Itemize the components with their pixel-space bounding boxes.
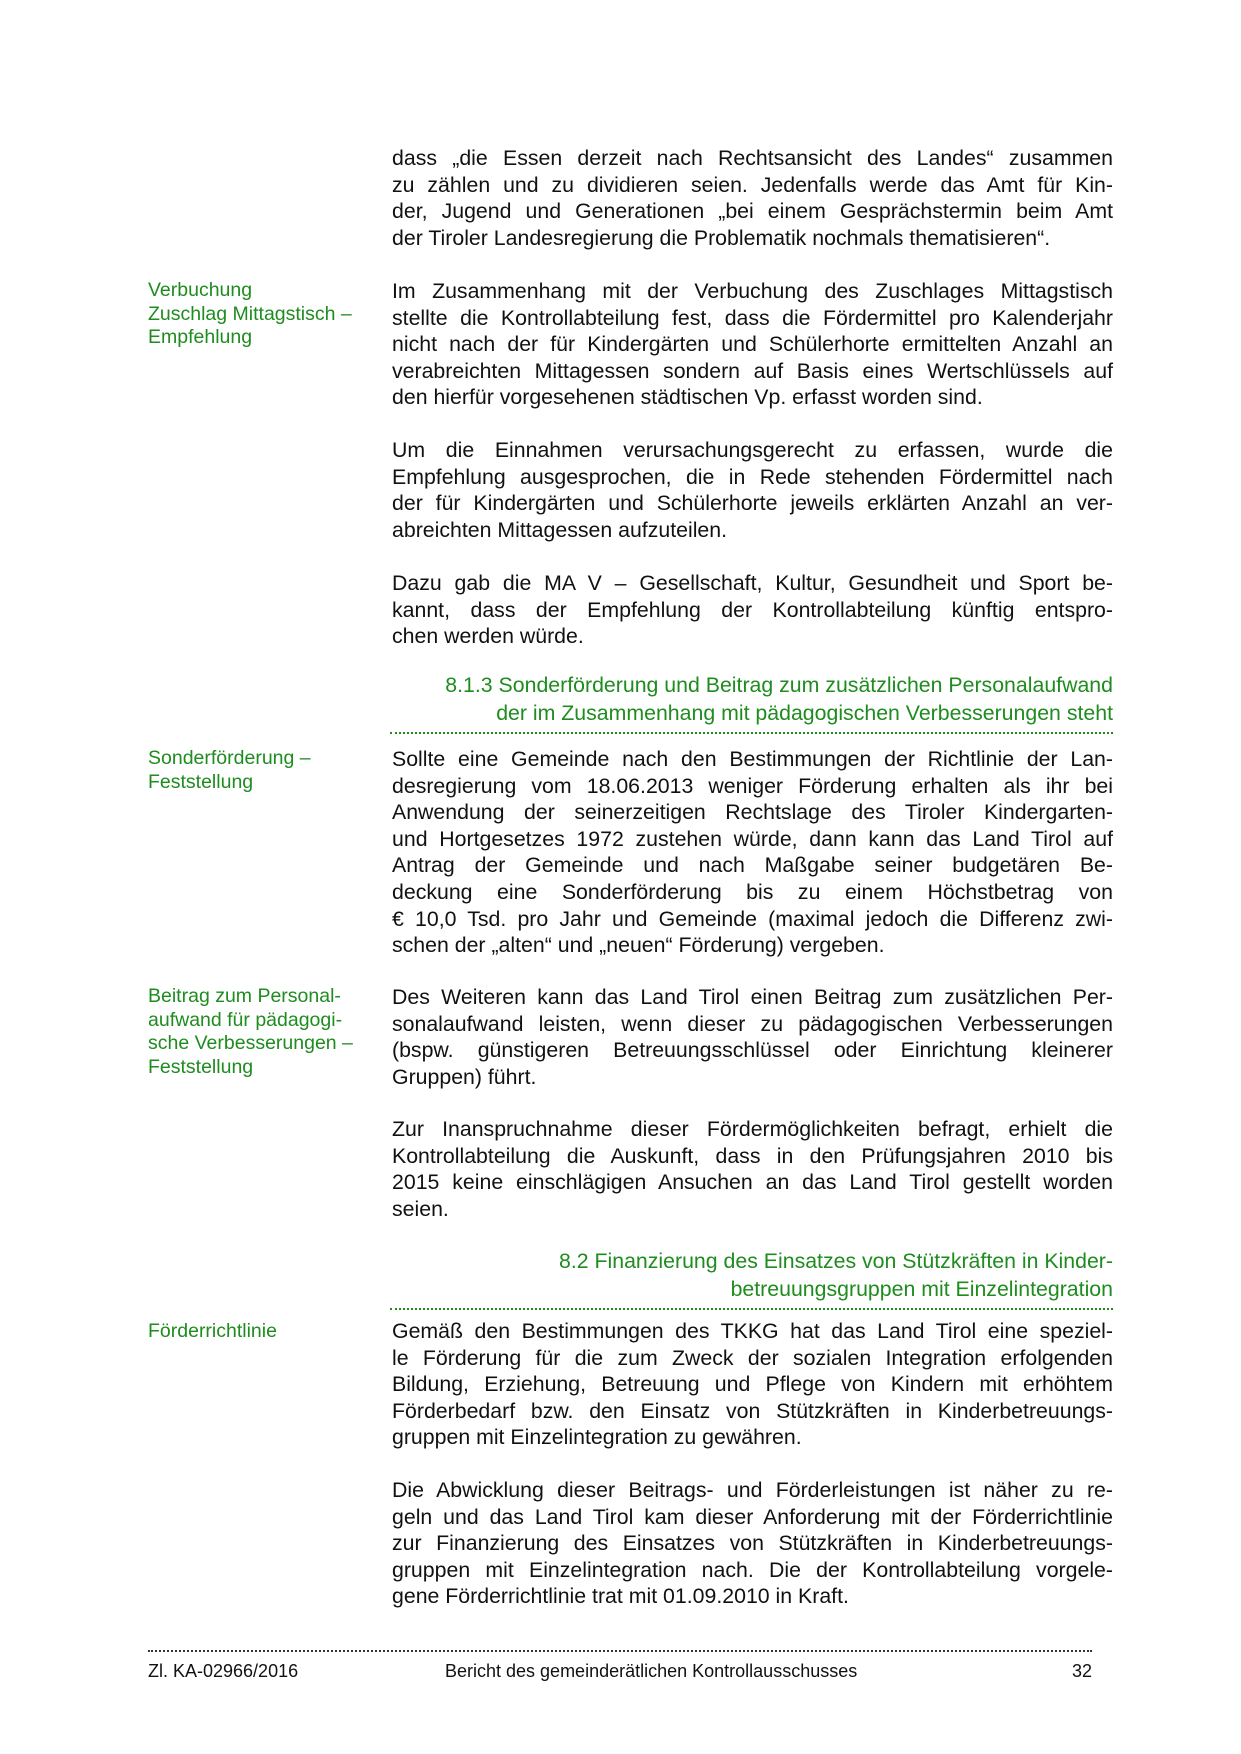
text-line: Zur Inanspruchnahme dieser Fördermöglichkeiten befragt, erhielt die bbox=[392, 1117, 1113, 1141]
text-line: Förderbedarf bzw. den Einsatz von Stützkräften in Kinderbetreuungs- bbox=[392, 1398, 1113, 1423]
section-heading-8-2 bbox=[392, 1248, 1113, 1303]
text-line: 2015 keine einschlägigen Ansuchen an das Land Tirol gestellt worden bbox=[392, 1170, 1113, 1195]
paragraph-tkkg bbox=[392, 1318, 1113, 1451]
heading-line: betreuungsgruppen mit Einzelintegration bbox=[730, 1276, 1113, 1301]
text-line: Gemäß den Bestimmungen des TKKG hat das Land Tirol eine speziel- bbox=[392, 1319, 1113, 1343]
paragraph-stellungnahme bbox=[392, 570, 1113, 650]
text-line: Sollte eine Gemeinde nach den Bestimmungen der Richtlinie der Lan- bbox=[392, 747, 1113, 771]
footer-divider bbox=[148, 1650, 1092, 1652]
text-line: (bspw. günstigeren Betreuungsschlüssel oder Einrichtung kleinerer bbox=[392, 1038, 1113, 1063]
margin-label-line: Förderrichtlinie bbox=[148, 1320, 277, 1342]
text-line: Antrag der Gemeinde und nach Maßgabe seiner budgetären Be- bbox=[392, 853, 1113, 878]
text-line: den hierfür vorgesehenen städtischen Vp. erfasst worden sind. bbox=[392, 385, 983, 410]
text-line: stellte die Kontrollabteilung fest, dass die Fördermittel pro Kalenderjahr bbox=[392, 305, 1113, 330]
heading-line: 8.1.3 Sonderförderung und Beitrag zum zusätzlichen Personalaufwand bbox=[445, 673, 1113, 697]
margin-label-line: Sonderförderung – bbox=[148, 747, 311, 769]
text-line: gruppen mit Einzelintegration nach. Die der Kontrollabteilung vorgele- bbox=[392, 1557, 1113, 1582]
page-number: 32 bbox=[1071, 1661, 1092, 1681]
text-line: zur Finanzierung des Einsatzes von Stützkräften in Kinderbetreuungs- bbox=[392, 1531, 1113, 1556]
margin-label-personalaufwand bbox=[148, 985, 376, 1079]
heading-divider bbox=[390, 1308, 1113, 1310]
text-line: nicht nach der für Kindergärten und Schülerhorte ermittelten Anzahl an bbox=[392, 332, 1113, 357]
text-line: Bildung, Erziehung, Betreuung und Pflege von Kindern mit erhöhtem bbox=[392, 1372, 1113, 1397]
footer-title: Bericht des gemeinderätlichen Kontrollausschusses bbox=[445, 1661, 858, 1681]
text-line: Empfehlung ausgesprochen, die in Rede stehenden Fördermittel nach bbox=[392, 464, 1113, 489]
margin-label-line: Beitrag zum Personal- bbox=[148, 985, 341, 1007]
text-line: der Tiroler Landesregierung die Problematik nochmals thematisieren“. bbox=[392, 225, 1051, 250]
margin-label-sonderfoerderung bbox=[148, 747, 376, 794]
margin-label-line: Feststellung bbox=[148, 770, 254, 793]
text-line: € 10,0 Tsd. pro Jahr und Gemeinde (maximal jedoch die Differenz zwi- bbox=[392, 906, 1113, 931]
text-line: Dazu gab die MA V – Gesellschaft, Kultur, Gesundheit und Sport be- bbox=[392, 571, 1113, 595]
text-line: deckung eine Sonderförderung bis zu einem Höchstbetrag von bbox=[392, 879, 1113, 904]
text-line: Im Zusammenhang mit der Verbuchung des Zuschlages Mittagstisch bbox=[392, 279, 1113, 303]
margin-label-line: Zuschlag Mittagstisch – bbox=[148, 302, 352, 325]
text-line: geln und das Land Tirol kam dieser Anforderung mit der Förderrichtlinie bbox=[392, 1504, 1113, 1529]
text-line: le Förderung für die zum Zweck der sozialen Integration erfolgenden bbox=[392, 1345, 1113, 1370]
text-line: Anwendung der seinerzeitigen Rechtslage des Tiroler Kindergarten- bbox=[392, 800, 1113, 825]
paragraph-verbuchung bbox=[392, 278, 1113, 411]
margin-label-line: sche Verbesserungen – bbox=[148, 1032, 353, 1055]
section-heading-8-1-3 bbox=[392, 672, 1113, 727]
paragraph-sonderfoerderung bbox=[392, 746, 1113, 959]
text-line: schen der „alten“ und „neuen“ Förderung) vergeben. bbox=[392, 933, 885, 958]
text-line: Gruppen) führt. bbox=[392, 1064, 537, 1089]
heading-line: der im Zusammenhang mit pädagogischen Verbesserungen steht bbox=[496, 700, 1113, 725]
text-line: desregierung vom 18.06.2013 weniger Förderung erhalten als ihr bei bbox=[392, 773, 1113, 798]
text-line: kannt, dass der Empfehlung der Kontrollabteilung künftig entspro- bbox=[392, 597, 1113, 622]
paragraph-abwicklung bbox=[392, 1477, 1113, 1610]
text-line: verabreichten Mittagessen sondern auf Basis eines Wertschlüssels auf bbox=[392, 358, 1113, 383]
text-line: Die Abwicklung dieser Beitrags- und Förderleistungen ist näher zu re- bbox=[392, 1478, 1113, 1502]
heading-line: 8.2 Finanzierung des Einsatzes von Stützkräften in Kinder- bbox=[558, 1249, 1113, 1273]
text-line: Kontrollabteilung die Auskunft, dass in den Prüfungsjahren 2010 bis bbox=[392, 1143, 1113, 1168]
margin-label-line: Feststellung bbox=[148, 1055, 254, 1078]
text-line: Um die Einnahmen verursachungsgerecht zu erfassen, wurde die bbox=[392, 438, 1113, 462]
text-line: seien. bbox=[392, 1196, 449, 1221]
text-line: gene Förderrichtlinie trat mit 01.09.2010 in Kraft. bbox=[392, 1584, 849, 1609]
heading-divider bbox=[390, 732, 1113, 734]
margin-label-line: Verbuchung bbox=[148, 279, 253, 301]
paragraph-personalaufwand bbox=[392, 984, 1113, 1090]
footer-reference: Zl. KA-02966/2016 bbox=[148, 1661, 299, 1681]
text-line: abreichten Mittagessen aufzuteilen. bbox=[392, 517, 728, 542]
text-line: der für Kindergärten und Schülerhorte jeweils erklärten Anzahl an ver- bbox=[392, 491, 1113, 516]
paragraph-continued bbox=[392, 145, 1113, 251]
text-line: und Hortgesetzes 1972 zustehen würde, dann kann das Land Tirol auf bbox=[392, 826, 1113, 851]
text-line: der, Jugend und Generationen „bei einem Gesprächstermin beim Amt bbox=[392, 199, 1113, 224]
margin-label-foerderrichtlinie bbox=[148, 1320, 376, 1344]
text-line: Des Weiteren kann das Land Tirol einen Beitrag zum zusätzlichen Per- bbox=[392, 985, 1113, 1009]
margin-label-line: aufwand für pädagogi- bbox=[148, 1008, 343, 1031]
margin-label-verbuchung bbox=[148, 279, 376, 350]
paragraph-empfehlung bbox=[392, 437, 1113, 543]
text-line: chen werden würde. bbox=[392, 624, 584, 649]
margin-label-line: Empfehlung bbox=[148, 326, 253, 349]
text-line: gruppen mit Einzelintegration zu gewähren. bbox=[392, 1425, 802, 1450]
text-line: sonalaufwand leisten, wenn dieser zu pädagogischen Verbesserungen bbox=[392, 1011, 1113, 1036]
text-line: zu zählen und zu dividieren seien. Jedenfalls werde das Amt für Kin- bbox=[392, 172, 1113, 197]
text-line: dass „die Essen derzeit nach Rechtsansicht des Landes“ zusammen bbox=[392, 146, 1113, 170]
paragraph-inanspruchnahme bbox=[392, 1116, 1113, 1222]
